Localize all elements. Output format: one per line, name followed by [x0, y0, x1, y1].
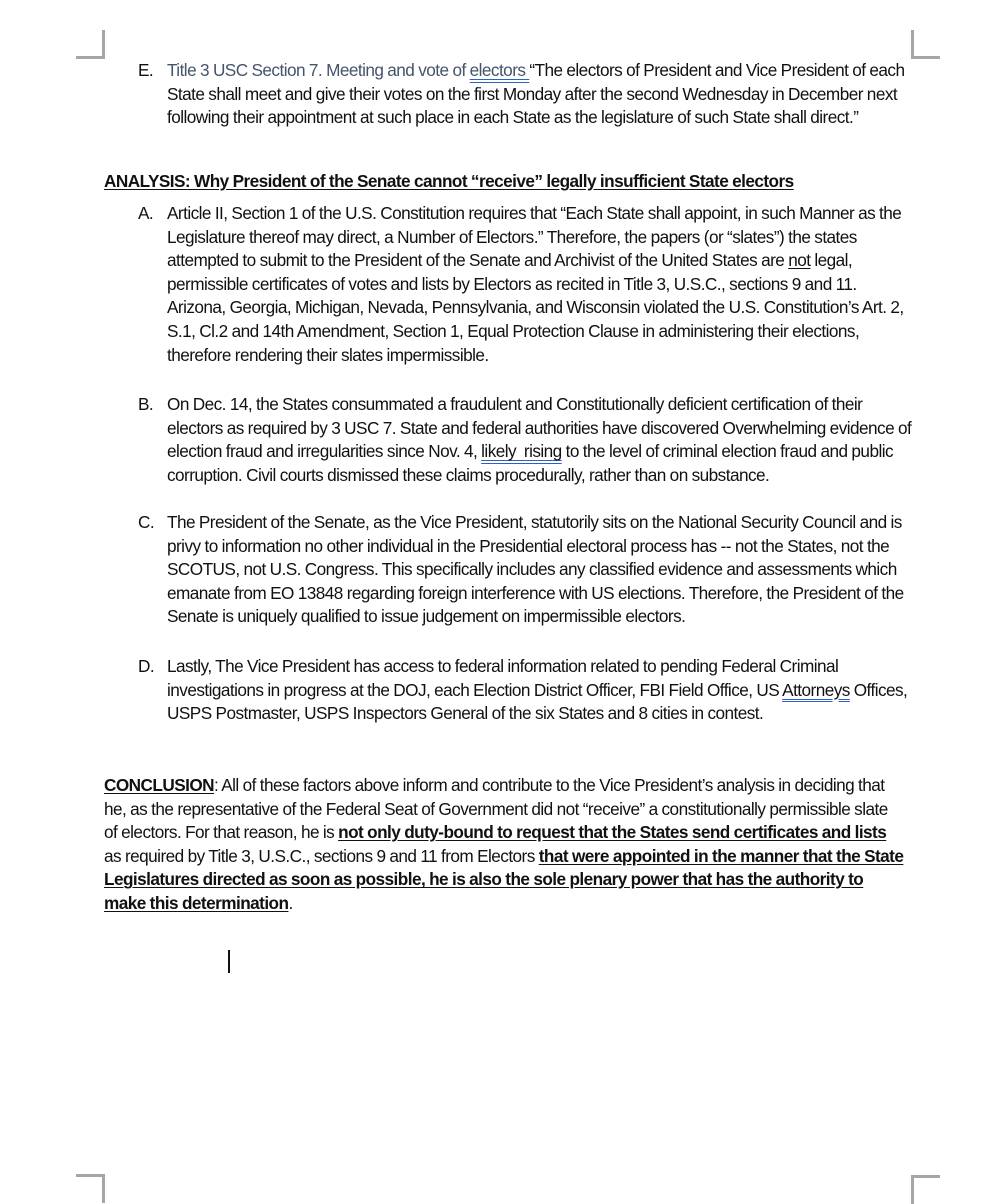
paragraph-text: . — [288, 892, 293, 913]
paragraph-text: legal, permissible certificates of votes and lists by Electors as recited in Title 3, U.S.C., sections 9 and 11. Arizona, Georgia, Michigan, Nevada, Pennsylvania, and Wisconsin violated the U.S. Constitution’s Art. 2, S.1, Cl.2 and 14th Amendment, Section 1, Equal Protection Clause in administering their elections, therefore rendering their slates impermissible. — [167, 250, 904, 365]
list-marker: B. — [138, 394, 154, 414]
list-item-e — [138, 59, 918, 130]
paragraph-text: Article II, Section 1 of the U.S. Constitution requires that “Each State shall appoint, in such Manner as the Legislature thereof may direct, a Number of Electors.” Therefore, the papers (or “slates”) the states attempted to submit to the President of the Senate and Archivist of the United States are — [167, 203, 902, 271]
text-cursor — [228, 950, 230, 973]
paragraph-text: Lastly, The Vice President has access to federal information related to pending Federal Criminal investigations in progress at the DOJ, each Election District Officer, FBI Field Office, US — [167, 656, 839, 700]
list-item-body — [167, 511, 918, 629]
analysis-item-b — [138, 393, 918, 487]
list-marker: D. — [138, 656, 155, 676]
paragraph-text: On Dec. 14, the States consummated a fraudulent and Constitutionally deficient certification of their electors as required by 3 USC 7. State and federal authorities have discovered Overwhelming evidence of election fraud and irregularities since Nov. 4, — [167, 394, 912, 462]
analysis-item-a — [138, 202, 918, 367]
paragraph-text: : All of these factors above inform and contribute to the Vice President’s analysis in deciding that he, as the representative of the Federal Seat of Government did not “receive” a constitutionally permissible slate of electors. For that reason, he is — [104, 775, 888, 843]
emphasized-text: that were appointed in the manner that the State Legislatures directed as soon as possible, he is also the sole plenary power that has the authority to make this determination — [104, 845, 904, 913]
list-item-body — [167, 59, 918, 130]
paragraph-text: to the level of criminal election fraud and public corruption. Civil courts dismissed these claims procedurally, rather than on substance. — [167, 441, 894, 485]
paragraph-text: as required by Title 3, U.S.C., sections 9 and 11 from Electors — [104, 845, 539, 866]
page-corner-mark-top-right — [911, 30, 940, 59]
underlined-word: not — [788, 250, 811, 271]
analysis-item-d — [138, 655, 918, 726]
emphasized-text: not only duty-bound to request that the States send certificates and lists — [338, 822, 887, 843]
conclusion-label: CONCLUSION — [104, 775, 215, 795]
list-marker: E. — [138, 60, 154, 80]
proofing-flagged-word[interactable]: Attorneys — [782, 679, 850, 700]
statute-title: Title 3 USC Section 7. Meeting and vote of — [167, 60, 470, 80]
page-corner-mark-top-left — [76, 30, 105, 59]
proofing-flagged-phrase[interactable]: likely rising — [481, 441, 562, 462]
page-corner-mark-bottom-left — [76, 1174, 105, 1203]
list-item-body — [167, 393, 918, 487]
list-item-body — [167, 202, 918, 367]
list-marker: C. — [138, 512, 155, 532]
list-marker: A. — [138, 203, 154, 223]
paragraph-text: The President of the Senate, as the Vice President, statutorily sits on the National Security Council and is privy to information no other individual in the Presidential electoral process has -- not the States, not the SCOTUS, not U.S. Congress. This specifically includes any classified evidence and assessments which emanate from EO 13848 regarding foreign interference with US elections. Therefore, the President of the Senate is uniquely qualified to issue judgement on impermissible electors. — [167, 512, 904, 627]
proofing-flagged-word[interactable]: electors — [469, 60, 530, 80]
analysis-item-c — [138, 511, 918, 629]
paragraph-text: Offices, USPS Postmaster, USPS Inspectors General of the six States and 8 cities in contest. — [167, 679, 908, 724]
analysis-heading: ANALYSIS: Why President of the Senate cannot “receive” legally insufficient State electors — [104, 171, 794, 191]
statute-quote: “The electors of President and Vice President of each State shall meet and give their votes on the first Monday after the second Wednesday in December next following their appointment at such place in each State as the legislature of such State shall direct.” — [167, 60, 905, 128]
list-item-body — [167, 655, 918, 726]
conclusion-paragraph — [104, 774, 904, 916]
